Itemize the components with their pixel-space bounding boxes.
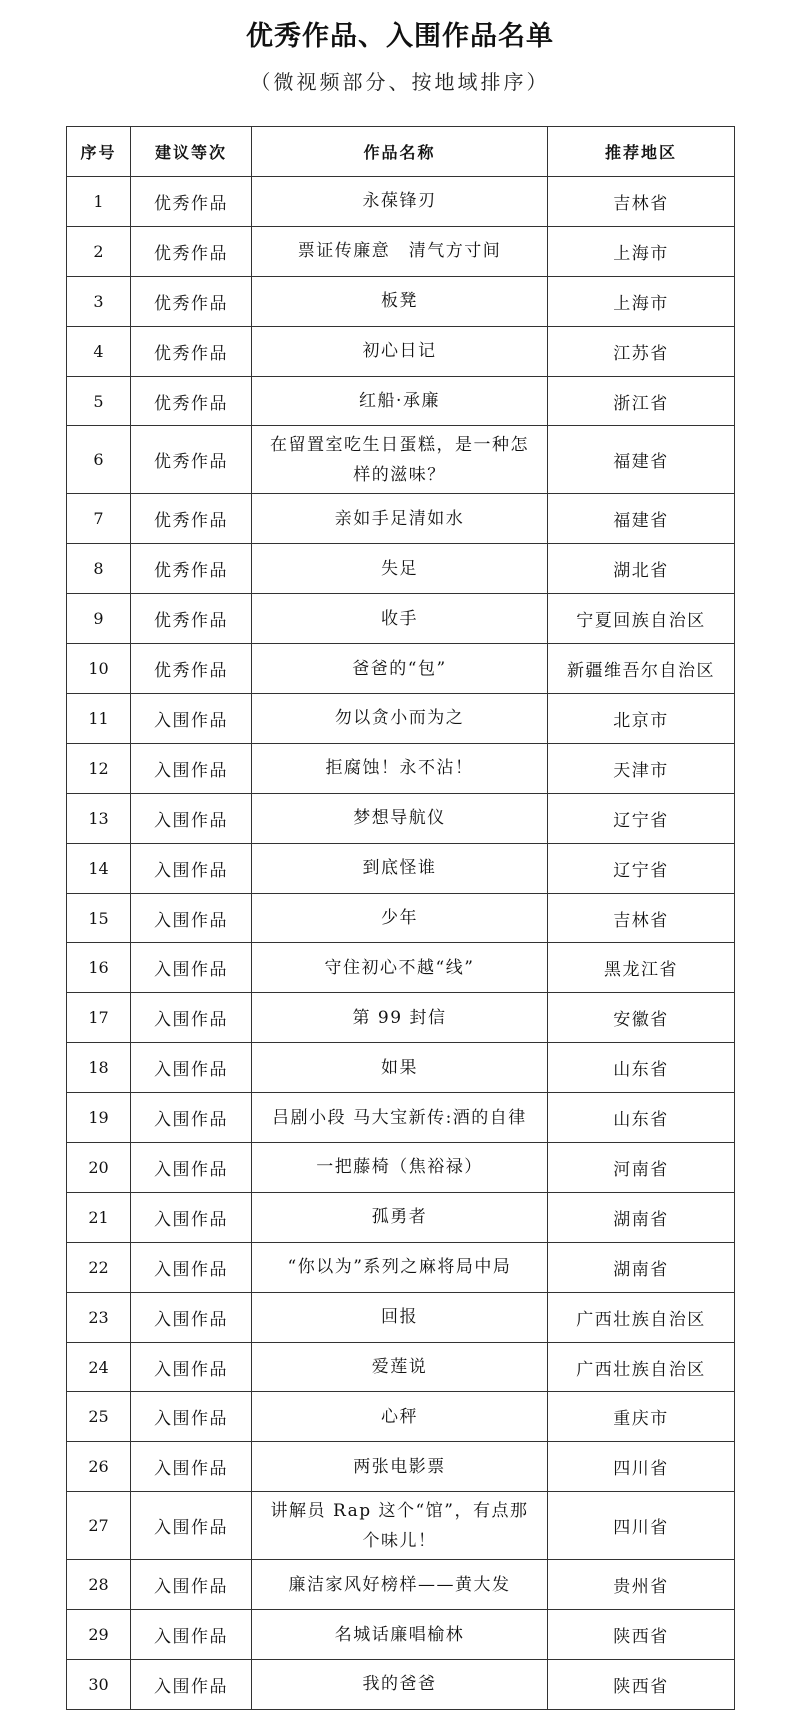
row-number: 6: [67, 426, 131, 494]
row-grade: 优秀作品: [131, 376, 252, 426]
table-row: [67, 494, 735, 544]
row-region: 河南省: [548, 1143, 735, 1193]
table-row: [67, 226, 735, 276]
table-row: [67, 893, 735, 943]
table-row: [67, 1242, 735, 1292]
row-work-name: 在留置室吃生日蛋糕，是一种怎样的滋味？: [252, 426, 548, 494]
row-number: 27: [67, 1492, 131, 1560]
row-region: 陕西省: [548, 1660, 735, 1710]
row-grade: 入围作品: [131, 1242, 252, 1292]
row-grade: 入围作品: [131, 1143, 252, 1193]
table-row: [67, 1660, 735, 1710]
row-grade: 入围作品: [131, 893, 252, 943]
row-region: 安徽省: [548, 993, 735, 1043]
table-row: [67, 1492, 735, 1560]
row-number: 29: [67, 1610, 131, 1660]
row-work-name: “你以为”系列之麻将局中局: [252, 1242, 548, 1292]
table-row: [67, 276, 735, 326]
row-number: 28: [67, 1560, 131, 1610]
table-row: [67, 644, 735, 694]
row-work-name: 梦想导航仪: [252, 793, 548, 843]
row-grade: 优秀作品: [131, 226, 252, 276]
row-grade: 入围作品: [131, 1442, 252, 1492]
table-row: [67, 326, 735, 376]
row-region: 重庆市: [548, 1392, 735, 1442]
row-region: 山东省: [548, 1093, 735, 1143]
row-number: 12: [67, 743, 131, 793]
row-number: 17: [67, 993, 131, 1043]
row-work-name: 爱莲说: [252, 1342, 548, 1392]
row-number: 22: [67, 1242, 131, 1292]
table-row: [67, 1093, 735, 1143]
table-row: [67, 1043, 735, 1093]
row-number: 5: [67, 376, 131, 426]
row-number: 21: [67, 1192, 131, 1242]
table-header-row: [67, 127, 735, 177]
row-work-name: 讲解员 Rap 这个“馆”，有点那个味儿！: [252, 1492, 548, 1560]
header-number: 序号: [67, 127, 131, 177]
table-row: [67, 177, 735, 227]
row-number: 10: [67, 644, 131, 694]
row-grade: 优秀作品: [131, 594, 252, 644]
row-region: 湖北省: [548, 544, 735, 594]
row-number: 20: [67, 1143, 131, 1193]
row-region: 湖南省: [548, 1242, 735, 1292]
row-grade: 优秀作品: [131, 494, 252, 544]
row-grade: 入围作品: [131, 1392, 252, 1442]
table-row: [67, 544, 735, 594]
row-work-name: 拒腐蚀！永不沾！: [252, 743, 548, 793]
row-number: 25: [67, 1392, 131, 1442]
row-work-name: 失足: [252, 544, 548, 594]
row-region: 辽宁省: [548, 793, 735, 843]
table-row: [67, 1192, 735, 1242]
table-row: [67, 1392, 735, 1442]
row-work-name: 红船·承廉: [252, 376, 548, 426]
row-work-name: 守住初心不越“线”: [252, 943, 548, 993]
row-region: 北京市: [548, 694, 735, 744]
row-work-name: 板凳: [252, 276, 548, 326]
table-row: [67, 694, 735, 744]
row-number: 15: [67, 893, 131, 943]
row-grade: 优秀作品: [131, 544, 252, 594]
row-grade: 入围作品: [131, 1660, 252, 1710]
row-work-name: 永葆锋刃: [252, 177, 548, 227]
row-grade: 优秀作品: [131, 644, 252, 694]
row-region: 山东省: [548, 1043, 735, 1093]
row-work-name: 收手: [252, 594, 548, 644]
row-region: 新疆维吾尔自治区: [548, 644, 735, 694]
row-region: 浙江省: [548, 376, 735, 426]
table-row: [67, 793, 735, 843]
document-title: 优秀作品、入围作品名单: [246, 21, 554, 52]
row-number: 1: [67, 177, 131, 227]
row-number: 4: [67, 326, 131, 376]
table-row: [67, 594, 735, 644]
row-grade: 入围作品: [131, 993, 252, 1043]
table-row: [67, 1442, 735, 1492]
row-region: 辽宁省: [548, 843, 735, 893]
row-work-name: 我的爸爸: [252, 1660, 548, 1710]
row-work-name: 爸爸的“包”: [252, 644, 548, 694]
row-region: 广西壮族自治区: [548, 1342, 735, 1392]
row-work-name: 如果: [252, 1043, 548, 1093]
row-number: 7: [67, 494, 131, 544]
row-region: 福建省: [548, 426, 735, 494]
row-grade: 优秀作品: [131, 276, 252, 326]
row-number: 11: [67, 694, 131, 744]
row-region: 黑龙江省: [548, 943, 735, 993]
row-grade: 入围作品: [131, 1610, 252, 1660]
header-grade: 建议等次: [131, 127, 252, 177]
row-work-name: 到底怪谁: [252, 843, 548, 893]
row-work-name: 回报: [252, 1292, 548, 1342]
row-grade: 入围作品: [131, 1292, 252, 1342]
table-row: [67, 843, 735, 893]
row-number: 24: [67, 1342, 131, 1392]
table-row: [67, 1292, 735, 1342]
works-table: [66, 126, 735, 1710]
row-number: 26: [67, 1442, 131, 1492]
row-work-name: 勿以贪小而为之: [252, 694, 548, 744]
row-grade: 优秀作品: [131, 426, 252, 494]
header-region: 推荐地区: [548, 127, 735, 177]
row-grade: 入围作品: [131, 1560, 252, 1610]
row-grade: 入围作品: [131, 843, 252, 893]
table-row: [67, 426, 735, 494]
row-grade: 入围作品: [131, 1093, 252, 1143]
row-number: 3: [67, 276, 131, 326]
row-work-name: 心秤: [252, 1392, 548, 1442]
document-subtitle: （微视频部分、按地域排序）: [250, 70, 550, 94]
row-number: 16: [67, 943, 131, 993]
row-work-name: 亲如手足清如水: [252, 494, 548, 544]
row-region: 福建省: [548, 494, 735, 544]
row-grade: 入围作品: [131, 1342, 252, 1392]
row-region: 贵州省: [548, 1560, 735, 1610]
row-grade: 入围作品: [131, 1192, 252, 1242]
row-number: 30: [67, 1660, 131, 1710]
row-number: 14: [67, 843, 131, 893]
row-number: 13: [67, 793, 131, 843]
row-region: 宁夏回族自治区: [548, 594, 735, 644]
row-region: 广西壮族自治区: [548, 1292, 735, 1342]
row-work-name: 廉洁家风好榜样——黄大发: [252, 1560, 548, 1610]
row-region: 吉林省: [548, 893, 735, 943]
row-grade: 入围作品: [131, 694, 252, 744]
table-row: [67, 993, 735, 1043]
row-region: 陕西省: [548, 1610, 735, 1660]
row-grade: 入围作品: [131, 1043, 252, 1093]
table-row: [67, 743, 735, 793]
row-region: 四川省: [548, 1442, 735, 1492]
table-row: [67, 1143, 735, 1193]
row-work-name: 少年: [252, 893, 548, 943]
row-work-name: 孤勇者: [252, 1192, 548, 1242]
row-grade: 入围作品: [131, 943, 252, 993]
row-number: 19: [67, 1093, 131, 1143]
table-row: [67, 376, 735, 426]
row-work-name: 名城话廉唱榆林: [252, 1610, 548, 1660]
row-work-name: 吕剧小段 马大宝新传:酒的自律: [252, 1093, 548, 1143]
row-region: 湖南省: [548, 1192, 735, 1242]
row-work-name: 一把藤椅（焦裕禄）: [252, 1143, 548, 1193]
row-region: 上海市: [548, 276, 735, 326]
row-number: 23: [67, 1292, 131, 1342]
row-region: 四川省: [548, 1492, 735, 1560]
row-work-name: 两张电影票: [252, 1442, 548, 1492]
row-grade: 入围作品: [131, 1492, 252, 1560]
table-row: [67, 1610, 735, 1660]
row-region: 吉林省: [548, 177, 735, 227]
row-region: 上海市: [548, 226, 735, 276]
row-grade: 优秀作品: [131, 177, 252, 227]
row-number: 9: [67, 594, 131, 644]
row-grade: 入围作品: [131, 793, 252, 843]
row-work-name: 初心日记: [252, 326, 548, 376]
row-work-name: 第 99 封信: [252, 993, 548, 1043]
row-region: 天津市: [548, 743, 735, 793]
row-work-name: 票证传廉意 清气方寸间: [252, 226, 548, 276]
table-row: [67, 1560, 735, 1610]
row-region: 江苏省: [548, 326, 735, 376]
row-number: 18: [67, 1043, 131, 1093]
row-grade: 优秀作品: [131, 326, 252, 376]
row-grade: 入围作品: [131, 743, 252, 793]
row-number: 8: [67, 544, 131, 594]
header-work-name: 作品名称: [252, 127, 548, 177]
table-row: [67, 1342, 735, 1392]
table-row: [67, 943, 735, 993]
row-number: 2: [67, 226, 131, 276]
